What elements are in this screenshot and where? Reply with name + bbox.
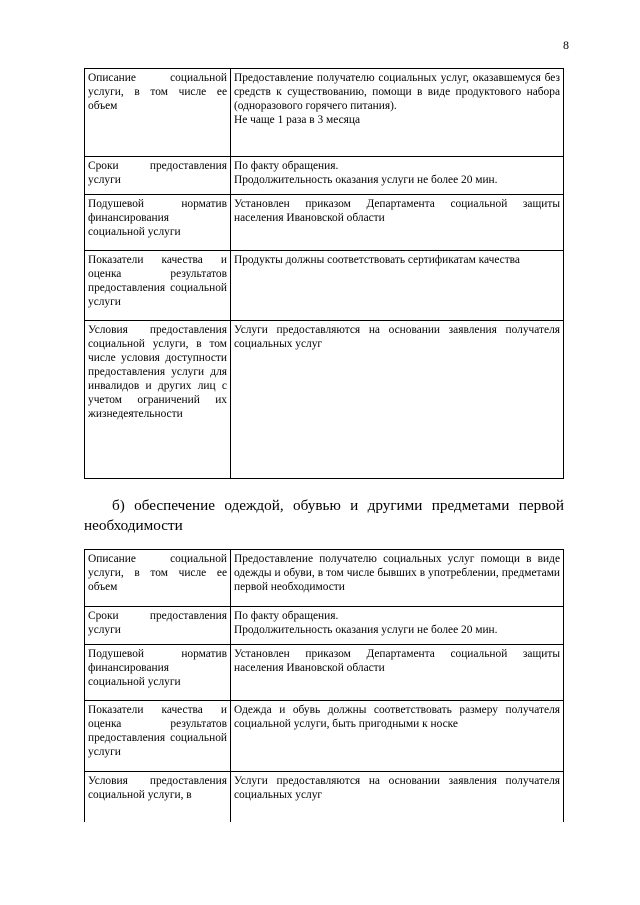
row-value xyxy=(231,550,564,607)
row-label-text: Условия предоставления социальной услуги, в xyxy=(88,775,227,801)
row-label-text: Показатели качества и оценка результатов предоставления социальной услуги xyxy=(88,254,227,308)
row-value-text: Продукты должны соответствовать сертификатам качества xyxy=(234,254,520,266)
row-label xyxy=(85,157,231,195)
table-row xyxy=(85,772,564,822)
row-label xyxy=(85,607,231,645)
row-label-text: Подушевой норматив финансирования социальной услуги xyxy=(88,648,227,688)
row-label-text: Описание социальной услуги, в том числе ее объем xyxy=(88,72,227,112)
service-table-food xyxy=(84,68,564,479)
row-value-text: Услуги предоставляются на основании заявления получателя социальных услуг xyxy=(234,775,560,801)
table-row xyxy=(85,157,564,195)
section-heading: б) обеспечение одеждой, обувью и другими предметами первой необходимости xyxy=(84,497,564,534)
row-value xyxy=(231,645,564,701)
row-label xyxy=(85,645,231,701)
row-label xyxy=(85,251,231,321)
row-value-text: По факту обращения. Продолжительность оказания услуги не более 20 мин. xyxy=(234,610,498,636)
row-label xyxy=(85,772,231,822)
row-label xyxy=(85,69,231,157)
row-value-text: По факту обращения. Продолжительность оказания услуги не более 20 мин. xyxy=(234,160,498,186)
table-row xyxy=(85,251,564,321)
table-row xyxy=(85,69,564,157)
row-value xyxy=(231,69,564,157)
row-value xyxy=(231,772,564,822)
row-value xyxy=(231,157,564,195)
row-value-text: Установлен приказом Департамента социальной защиты населения Ивановской области xyxy=(234,198,560,224)
row-label-text: Условия предоставления социальной услуги, в том числе условия доступности предоставления услуги для инвалидов и других лиц с учетом ограничений их жизнедеятельности xyxy=(88,324,227,420)
row-label-text: Сроки предоставления услуги xyxy=(88,160,227,186)
table-row xyxy=(85,607,564,645)
table-row xyxy=(85,321,564,479)
table-row xyxy=(85,645,564,701)
row-value-text: Установлен приказом Департамента социальной защиты населения Ивановской области xyxy=(234,648,560,674)
row-value xyxy=(231,607,564,645)
row-label-text: Сроки предоставления услуги xyxy=(88,610,227,636)
row-value xyxy=(231,701,564,772)
row-value-text: Предоставление получателю социальных услуг, оказавшемуся без средств к существованию, помощи в виде продуктового набора (одноразового горячего питания). Не чаще 1 раза в 3 месяца xyxy=(234,72,560,126)
row-value-text: Услуги предоставляются на основании заявления получателя социальных услуг xyxy=(234,324,560,350)
table-row xyxy=(85,195,564,251)
row-value xyxy=(231,321,564,479)
page-number: 8 xyxy=(563,38,569,52)
row-value-text: Одежда и обувь должны соответствовать размеру получателя социальной услуги, быть пригодными к носке xyxy=(234,704,560,730)
table-row xyxy=(85,550,564,607)
row-value-text: Предоставление получателю социальных услуг помощи в виде одежды и обуви, в том числе бывших в употреблении, предметами первой необходимости xyxy=(234,553,560,593)
row-value xyxy=(231,195,564,251)
row-label xyxy=(85,195,231,251)
table-row xyxy=(85,701,564,772)
row-label xyxy=(85,321,231,479)
service-table-clothing xyxy=(84,549,564,822)
row-value xyxy=(231,251,564,321)
row-label-text: Подушевой норматив финансирования социальной услуги xyxy=(88,198,227,238)
row-label xyxy=(85,701,231,772)
row-label-text: Показатели качества и оценка результатов предоставления социальной услуги xyxy=(88,704,227,758)
row-label-text: Описание социальной услуги, в том числе ее объем xyxy=(88,553,227,593)
row-label xyxy=(85,550,231,607)
